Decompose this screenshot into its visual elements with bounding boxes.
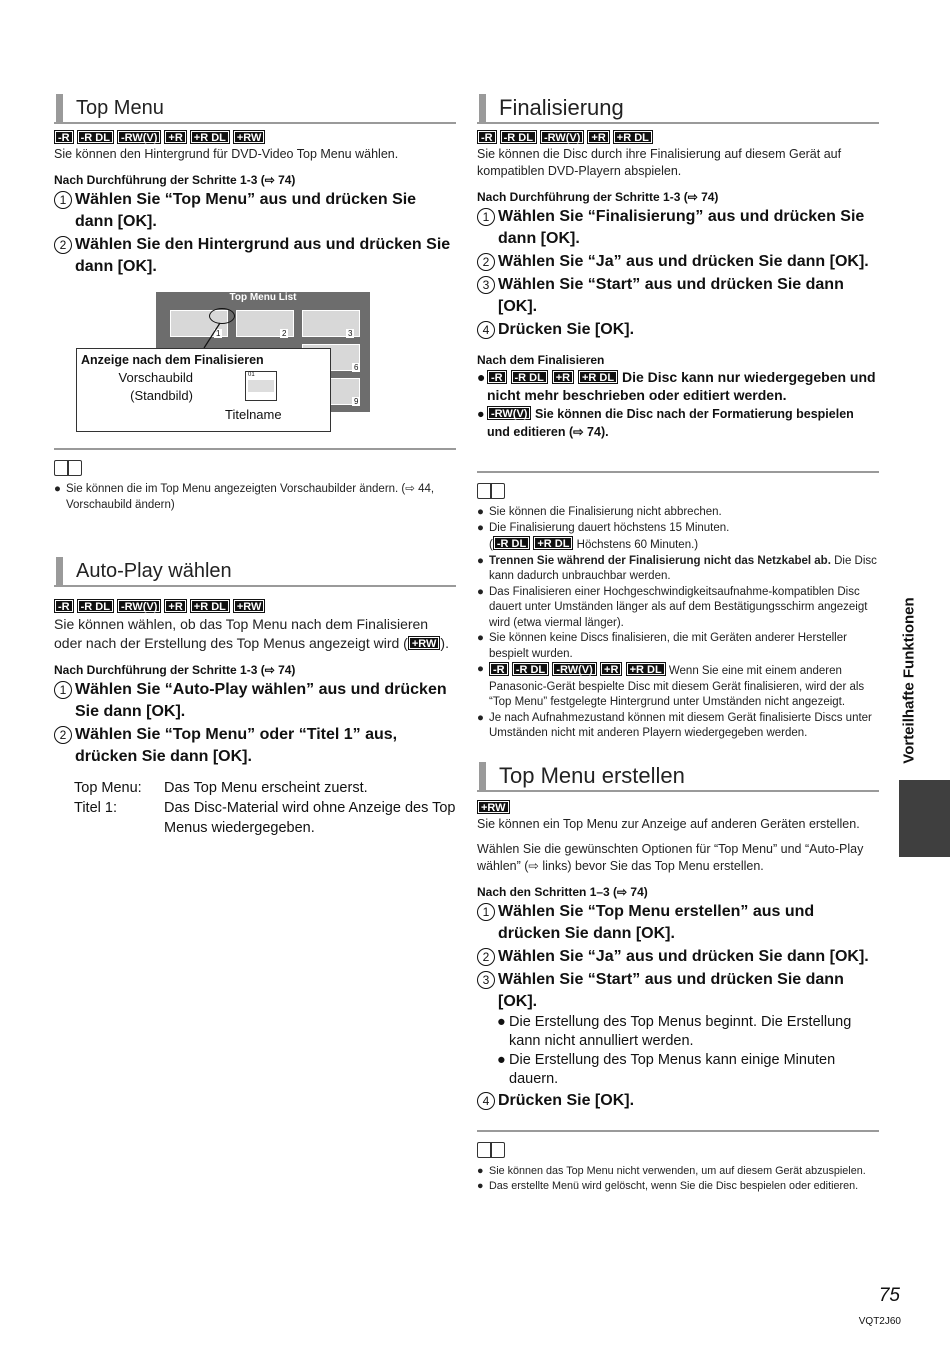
step-text: Wählen Sie “Ja” aus und drücken Sie dann [OK].	[498, 253, 869, 270]
tv-screen-title: Top Menu List	[229, 292, 297, 303]
disc-badge: +RW	[408, 636, 441, 650]
disc-badge: +R DL	[613, 130, 653, 144]
disc-badge: +RW	[233, 130, 266, 144]
notes-list	[477, 1164, 879, 1195]
divider	[54, 448, 456, 450]
disc-badge: -R	[477, 130, 497, 144]
step	[54, 189, 456, 233]
option-row	[74, 778, 456, 798]
step-text: Wählen Sie “Start” aus und drücken Sie dann [OK].	[498, 970, 844, 1010]
option-term: Titel 1:	[74, 800, 117, 816]
divider	[477, 1130, 879, 1132]
callout-label: Titelname	[225, 407, 282, 422]
section-title-top-menu: Top Menu	[54, 94, 456, 124]
disc-badge: -RW(V)	[540, 130, 584, 144]
disc-badge: +R DL	[190, 130, 230, 144]
thumbnail-number: 3	[348, 329, 353, 338]
section-title-top-menu-erstellen: Top Menu erstellen	[477, 762, 879, 792]
disc-badge: -R	[54, 130, 74, 144]
disc-badge: -RW(V)	[552, 662, 596, 676]
page-number: 75	[878, 1285, 900, 1306]
step-text: Wählen Sie “Auto-Play wählen” aus und drücken Sie dann [OK].	[75, 681, 447, 720]
notes-list	[54, 482, 456, 513]
left-column	[54, 94, 456, 838]
bullet-item: ● Die Erstellung des Top Menus beginnt. Die Erstellung kann nicht annulliert werden.	[497, 1013, 852, 1049]
note-item: ● Sie können die im Top Menu angezeigten Vorschaubilder ändern. (⇨ 44, Vorschaubild ändern)	[54, 483, 435, 511]
option-row	[74, 798, 456, 838]
note-item: ● Je nach Aufnahmezustand können mit diesem Gerät finalisierte Discs unter Umständen nicht mit anderen Playern wiedergegeben werden.	[477, 711, 872, 739]
preview-number: 01	[248, 372, 255, 378]
thumbnail-number: 2	[282, 329, 287, 338]
note-item: ● Sie können die Finalisierung nicht abbrechen.	[477, 506, 722, 518]
disc-badge: -R DL	[500, 130, 537, 144]
disc-badge: +R DL	[626, 662, 666, 676]
side-tab-label: Vorteilhafte Funktionen	[900, 597, 918, 764]
disc-badge: +R	[164, 130, 186, 144]
note-item: ● Sie können keine Discs finalisieren, die mit Geräten anderer Hersteller bespielt wurden.	[477, 632, 847, 660]
section-description: Sie können den Hintergrund für DVD-Video Top Menu wählen.	[54, 147, 399, 161]
thumbnail-number: 9	[354, 397, 359, 406]
step-text: Wählen Sie “Top Menu” oder “Titel 1” aus, drücken Sie dann [OK].	[75, 726, 398, 765]
disc-badge: -RW(V)	[117, 130, 161, 144]
step-number: 4	[477, 1092, 495, 1110]
note-item: ● Das Finalisieren einer Hochgeschwindigkeitsaufnahme-kompatiblen Disc dauert unter Umständen länger als auf dem Bestätigungsschirm angezeigt wird (etwa viermal länger).	[477, 585, 868, 629]
note-item: ● -R -R DL -RW(V) +R +R DL Wenn Sie eine mit einem anderen Panasonic-Gerät bespielte Disc mit diesem Gerät finalisieren, wird der als “Top Menu” festgelegte Hintergrund unter Umständen nicht angezeigt.	[477, 663, 865, 708]
after-finalize-title: Nach dem Finalisieren	[477, 353, 605, 367]
after-finalize-item: ● -R -R DL +R +R DL Die Disc kann nur wiedergegeben und nicht mehr beschrieben oder editiert werden.	[477, 369, 876, 403]
divider	[477, 471, 879, 473]
notes-list	[477, 505, 879, 742]
disc-badge: +R	[164, 599, 186, 613]
section-description: Wählen Sie die gewünschten Optionen für “Top Menu” und “Auto-Play wählen” (⇨ links) bevor Sie das Top Menu erstellen.	[477, 841, 864, 873]
step-number: 1	[54, 681, 72, 699]
after-finalize-item: ● -RW(V) Sie können die Disc nach der Formatierung bespielen und editieren (⇨ 74).	[477, 407, 854, 439]
step	[477, 319, 879, 341]
step	[477, 946, 879, 968]
note-item: ● Das erstellte Menü wird gelöscht, wenn Sie die Disc bespielen oder editieren.	[477, 1180, 859, 1192]
step-number: 2	[477, 948, 495, 966]
step	[54, 679, 456, 723]
disc-badge: -RW(V)	[117, 599, 161, 613]
step-number: 3	[477, 971, 495, 989]
step	[477, 1090, 879, 1112]
step	[477, 206, 879, 250]
prerequisite-note: Nach Durchführung der Schritte 1-3 (⇨ 74)	[477, 190, 719, 204]
note-item: ● Die Finalisierung dauert höchstens 15 Minuten. ( -R DL +R DL Höchstens 60 Minuten.)	[477, 521, 730, 551]
section-description: Sie können ein Top Menu zur Anzeige auf anderen Geräten erstellen.	[477, 816, 860, 831]
bullet-item: ● Die Erstellung des Top Menus kann einige Minuten dauern.	[497, 1051, 836, 1087]
step-number: 1	[477, 208, 495, 226]
step-number: 1	[477, 903, 495, 921]
section-title-finalisierung: Finalisierung	[477, 94, 879, 124]
option-list	[74, 778, 456, 838]
side-tab	[897, 586, 921, 782]
step-text: Wählen Sie “Ja” aus und drücken Sie dann [OK].	[498, 947, 869, 965]
option-term: Top Menu:	[74, 780, 142, 796]
disc-badge: -RW(V)	[487, 406, 531, 420]
step-number: 2	[54, 726, 72, 744]
callout-title: Anzeige nach dem Finalisieren	[81, 353, 264, 367]
disc-badge: +R	[600, 662, 622, 676]
disc-badge: +R	[587, 130, 609, 144]
option-desc: Das Top Menu erscheint zuerst.	[164, 780, 368, 796]
side-tab-marker	[899, 780, 950, 857]
step	[477, 251, 879, 273]
note-book-icon	[477, 483, 505, 499]
step-text: Wählen Sie “Finalisierung” aus und drücken Sie dann [OK].	[498, 208, 865, 247]
step	[54, 724, 456, 768]
prerequisite-note: Nach Durchführung der Schritte 1-3 (⇨ 74)	[54, 173, 296, 187]
top-menu-diagram	[54, 292, 456, 442]
option-desc: Das Disc-Material wird ohne Anzeige des Top Menus wiedergegeben.	[164, 800, 456, 836]
preview-thumbnail	[245, 371, 277, 401]
disc-badge: +RW	[477, 800, 510, 814]
step-text: Drücken Sie [OK].	[498, 1091, 635, 1109]
note-item: ● Sie können das Top Menu nicht verwenden, um auf diesem Gerät abzuspielen.	[477, 1164, 866, 1177]
right-column	[477, 94, 879, 1195]
step-number: 1	[54, 191, 72, 209]
step-text: Wählen Sie “Top Menu erstellen” aus und drücken Sie dann [OK].	[498, 902, 815, 942]
section-title-auto-play: Auto-Play wählen	[54, 557, 456, 587]
thumbnail-number: 1	[216, 329, 221, 338]
disc-badge: -R	[487, 370, 507, 384]
disc-badges	[54, 599, 456, 615]
step	[477, 901, 879, 945]
step-number: 3	[477, 276, 495, 294]
disc-badges	[477, 130, 879, 146]
disc-badge: -R DL	[493, 536, 530, 550]
document-code: VQT2J60	[858, 1316, 901, 1327]
disc-badges	[54, 130, 456, 146]
section-description: Sie können wählen, ob das Top Menu nach dem Finalisieren oder nach der Erstellung des Top Menus angezeigt wird ( +RW ).	[54, 616, 449, 651]
disc-badge: +R DL	[190, 599, 230, 613]
step-text: Wählen Sie “Start” aus und drücken Sie dann [OK].	[498, 276, 844, 315]
note-item: ● Trennen Sie während der Finalisierung nicht das Netzkabel ab. Die Disc kann dadurch unbrauchbar werden.	[477, 554, 877, 582]
step-text: Wählen Sie “Top Menu” aus und drücken Sie dann [OK].	[75, 191, 417, 230]
disc-badge: -R	[489, 662, 509, 676]
callout-label: Vorschaubild	[118, 370, 193, 385]
finalize-callout	[76, 348, 331, 432]
step-number: 2	[477, 253, 495, 271]
disc-badge: +R DL	[533, 536, 573, 550]
section-description: Sie können die Disc durch ihre Finalisierung auf diesem Gerät auf kompatiblen DVD-Playern abspielen.	[477, 147, 842, 178]
disc-badge: -R DL	[512, 662, 549, 676]
note-book-icon	[54, 460, 82, 476]
disc-badge: -R DL	[77, 130, 114, 144]
prerequisite-note: Nach den Schritten 1–3 (⇨ 74)	[477, 884, 648, 899]
step-text: Wählen Sie den Hintergrund aus und drücken Sie dann [OK].	[75, 236, 451, 275]
disc-badge: +R	[552, 370, 574, 384]
disc-badge: -R	[54, 599, 74, 613]
step-number: 4	[477, 321, 495, 339]
disc-badges	[477, 800, 879, 816]
step	[54, 234, 456, 278]
thumbnail-number: 6	[354, 363, 359, 372]
callout-label: (Standbild)	[130, 388, 193, 403]
note-book-icon	[477, 1142, 505, 1158]
step-number: 2	[54, 236, 72, 254]
step-text: Drücken Sie [OK].	[498, 321, 635, 338]
prerequisite-note: Nach Durchführung der Schritte 1-3 (⇨ 74)	[54, 663, 296, 677]
disc-badge: -R DL	[511, 370, 548, 384]
step	[477, 274, 879, 318]
step	[477, 969, 879, 1013]
disc-badge: +RW	[233, 599, 266, 613]
disc-badge: +R DL	[578, 370, 618, 384]
disc-badge: -R DL	[77, 599, 114, 613]
